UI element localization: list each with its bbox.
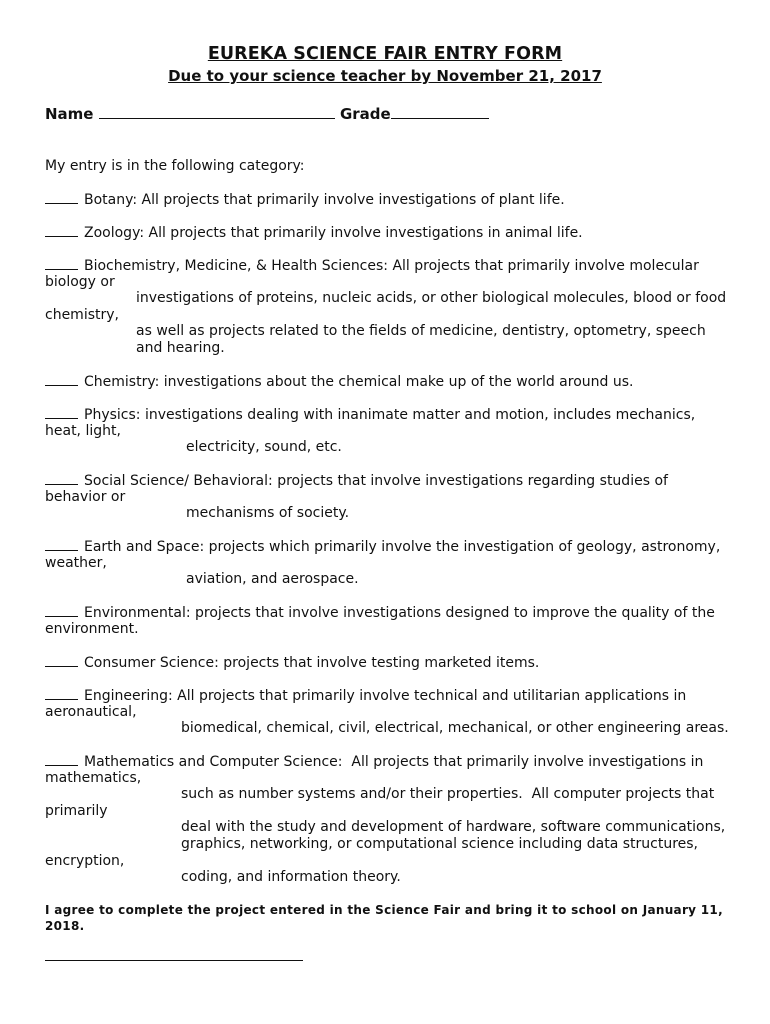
category-botany: Botany: All projects that primarily involve investigations of plant life. <box>45 191 565 209</box>
category-text-line: biomedical, chemical, civil, electrical, mechanical, or other engineering areas. <box>181 720 729 736</box>
agreement-statement: I agree to complete the project entered in the Science Fair and bring it to school on January 11, 2018. <box>45 903 723 933</box>
checkbox-blank[interactable] <box>45 753 78 766</box>
category-text-line: graphics, networking, or computational science including data structures, <box>181 836 699 852</box>
category-math-cs: Mathematics and Computer Science: All projects that primarily involve investigations in <box>45 753 703 771</box>
name-blank[interactable] <box>99 103 335 119</box>
checkbox-blank[interactable] <box>45 604 78 617</box>
category-text-line: aeronautical, <box>45 704 137 720</box>
checkbox-blank[interactable] <box>45 191 78 204</box>
category-text-line: as well as projects related to the fields of medicine, dentistry, optometry, speech <box>136 323 706 339</box>
category-text-line: chemistry, <box>45 307 119 323</box>
category-text-line: deal with the study and development of hardware, software communications, <box>181 819 726 835</box>
category-physics: Physics: investigations dealing with inanimate matter and motion, includes mechanics, <box>45 406 695 424</box>
checkbox-blank[interactable] <box>45 373 78 386</box>
category-earth-space: Earth and Space: projects which primarily involve the investigation of geology, astronomy, <box>45 538 720 556</box>
checkbox-blank[interactable] <box>45 472 78 485</box>
grade-label: Grade <box>339 105 391 123</box>
grade-blank[interactable] <box>391 103 489 119</box>
category-text-line: such as number systems and/or their properties. All computer projects that <box>181 786 715 802</box>
checkbox-blank[interactable] <box>45 538 78 551</box>
category-text-line: electricity, sound, etc. <box>186 439 342 455</box>
checkbox-blank[interactable] <box>45 257 78 270</box>
category-text-line: biology or <box>45 274 115 290</box>
name-grade-row <box>45 103 489 123</box>
category-environmental: Environmental: projects that involve investigations designed to improve the quality of the <box>45 604 715 622</box>
category-text-line: environment. <box>45 621 139 637</box>
category-text-line: primarily <box>45 803 108 819</box>
category-text-line: mechanisms of society. <box>186 505 350 521</box>
category-chemistry: Chemistry: investigations about the chemical make up of the world around us. <box>45 373 633 391</box>
category-biochemistry: Biochemistry, Medicine, & Health Sciences: All projects that primarily involve molecular <box>45 257 699 275</box>
checkbox-blank[interactable] <box>45 224 78 237</box>
category-text-line: heat, light, <box>45 423 121 439</box>
category-intro: My entry is in the following category: <box>45 158 305 174</box>
category-text-line: encryption, <box>45 853 125 869</box>
category-text-line: aviation, and aerospace. <box>186 571 359 587</box>
category-consumer-science: Consumer Science: projects that involve testing marketed items. <box>45 654 539 672</box>
category-text-line: mathematics, <box>45 770 142 786</box>
checkbox-blank[interactable] <box>45 687 78 700</box>
category-zoology: Zoology: All projects that primarily involve investigations in animal life. <box>45 224 583 242</box>
checkbox-blank[interactable] <box>45 654 78 667</box>
category-text-line: and hearing. <box>136 340 225 356</box>
category-social-science: Social Science/ Behavioral: projects that involve investigations regarding studies of <box>45 472 668 490</box>
category-engineering: Engineering: All projects that primarily involve technical and utilitarian applications in <box>45 687 686 705</box>
name-label: Name <box>45 105 94 123</box>
signature-line[interactable] <box>45 960 303 961</box>
category-text-line: coding, and information theory. <box>181 869 401 885</box>
category-text-line: investigations of proteins, nucleic acids, or other biological molecules, blood or food <box>136 290 727 306</box>
form-due-date: Due to your science teacher by November 21, 2017 <box>168 67 602 85</box>
form-title: EUREKA SCIENCE FAIR ENTRY FORM <box>207 44 563 64</box>
category-text-line: behavior or <box>45 489 126 505</box>
category-text-line: weather, <box>45 555 107 571</box>
checkbox-blank[interactable] <box>45 406 78 419</box>
